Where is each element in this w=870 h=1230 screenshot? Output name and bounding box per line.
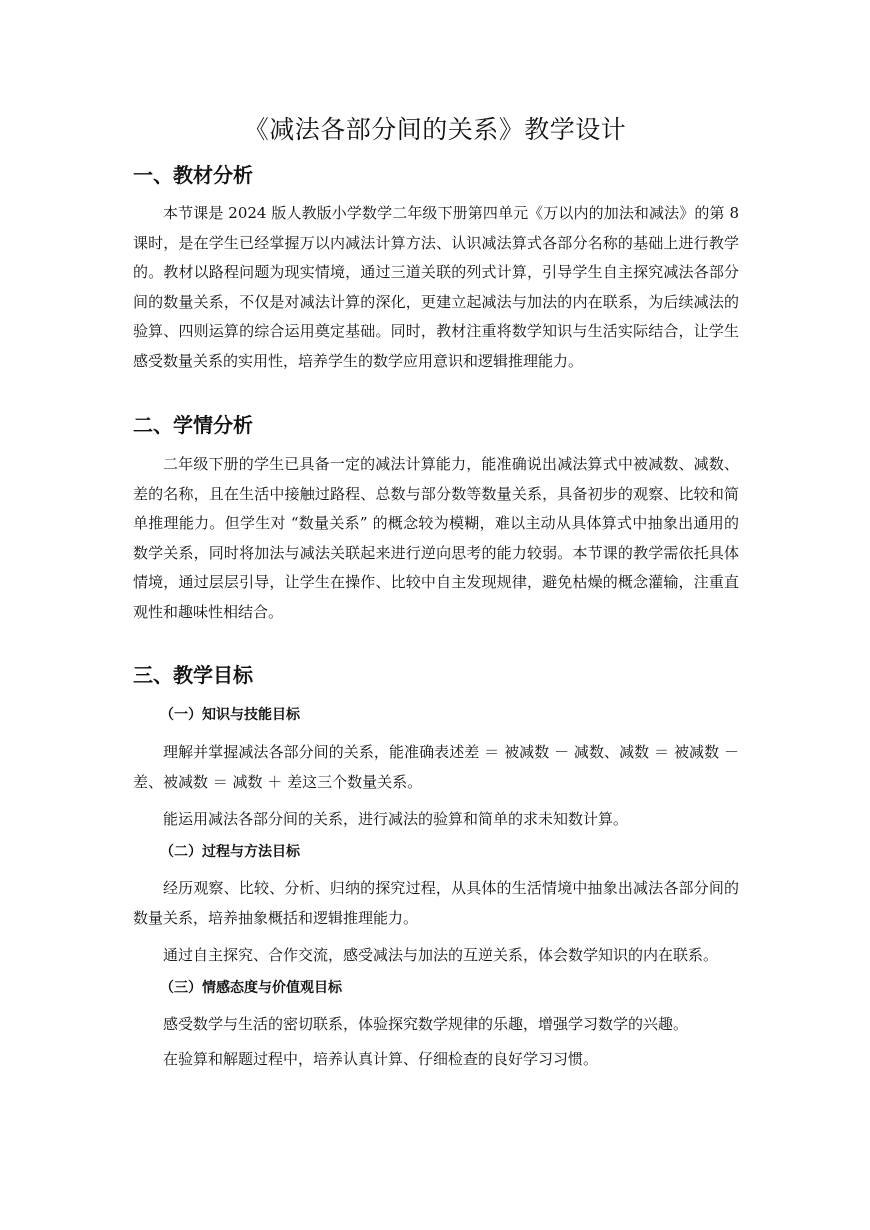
subsection-heading-emotion-values: （三）情感态度与价值观目标 bbox=[160, 980, 342, 996]
subsection-heading-knowledge-skills: （一）知识与技能目标 bbox=[160, 707, 300, 723]
paragraph-emotion-values-1: 感受数学与生活的密切联系，体验探究数学规律的乐趣，增强学习数学的兴趣。 bbox=[163, 1015, 689, 1033]
document-title: 《减法各部分间的关系》教学设计 bbox=[243, 115, 627, 144]
paragraph-emotion-values-2: 在验算和解题过程中，培养认真计算、仔细检查的良好学习习惯。 bbox=[163, 1050, 599, 1068]
paragraph-process-methods-1: 经历观察、比较、分析、归纳的探究过程，从具体的生活情境中抽象出减法各部分间的数量关系，培养抽象概括和逻辑推理能力。 bbox=[133, 879, 739, 927]
paragraph-process-methods-2: 通过自主探究、合作交流，感受减法与加法的互逆关系，体会数学知识的内在联系。 bbox=[163, 946, 719, 964]
paragraph-knowledge-skills-2: 能运用减法各部分间的关系，进行减法的验算和简单的求未知数计算。 bbox=[163, 810, 629, 828]
subsection-heading-process-methods: （二）过程与方法目标 bbox=[160, 844, 300, 860]
section-heading-student-analysis: 二、学情分析 bbox=[133, 413, 253, 437]
paragraph-student-analysis: 二年级下册的学生已具备一定的减法计算能力，能准确说出减法算式中被减数、减数、差的名称，且在生活中接触过路程、总数与部分数等数量关系，具备初步的观察、比较和简单推理能力。但学生对 “数量关系” 的概念较为模糊，难以主动从具体算式中抽象出通用的数学关系，同时将加法与减法关联起来进行逆向思考的能力较弱。本节课的教学需依托具体情境，通过层层引导，让学生在操作、比较中自主发现规律，避免枯燥的概念灌输，注重直观性和趣味性相结合。 bbox=[133, 455, 739, 621]
section-heading-teaching-objectives: 三、教学目标 bbox=[133, 663, 253, 687]
paragraph-textbook-analysis: 本节课是 2024 版人教版小学数学二年级下册第四单元《万以内的加法和减法》的第 8 课时，是在学生已经掌握万以内减法计算方法、认识减法算式各部分名称的基础上进行教学的。教材以路程问题为现实情境，通过三道关联的列式计算，引导学生自主探究减法各部分间的数量关系，不仅是对减法计算的深化，更建立起减法与加法的内在联系，为后续减法的验算、四则运算的综合运用奠定基础。同时，教材注重将数学知识与生活实际结合，让学生感受数量关系的实用性，培养学生的数学应用意识和逻辑推理能力。 bbox=[133, 204, 739, 370]
section-heading-textbook-analysis: 一、教材分析 bbox=[133, 163, 253, 187]
paragraph-knowledge-skills-1: 理解并掌握减法各部分间的关系，能准确表述差 ＝ 被减数 － 减数、减数 ＝ 被减数 － 差、被减数 ＝ 减数 ＋ 差这三个数量关系。 bbox=[133, 743, 739, 791]
